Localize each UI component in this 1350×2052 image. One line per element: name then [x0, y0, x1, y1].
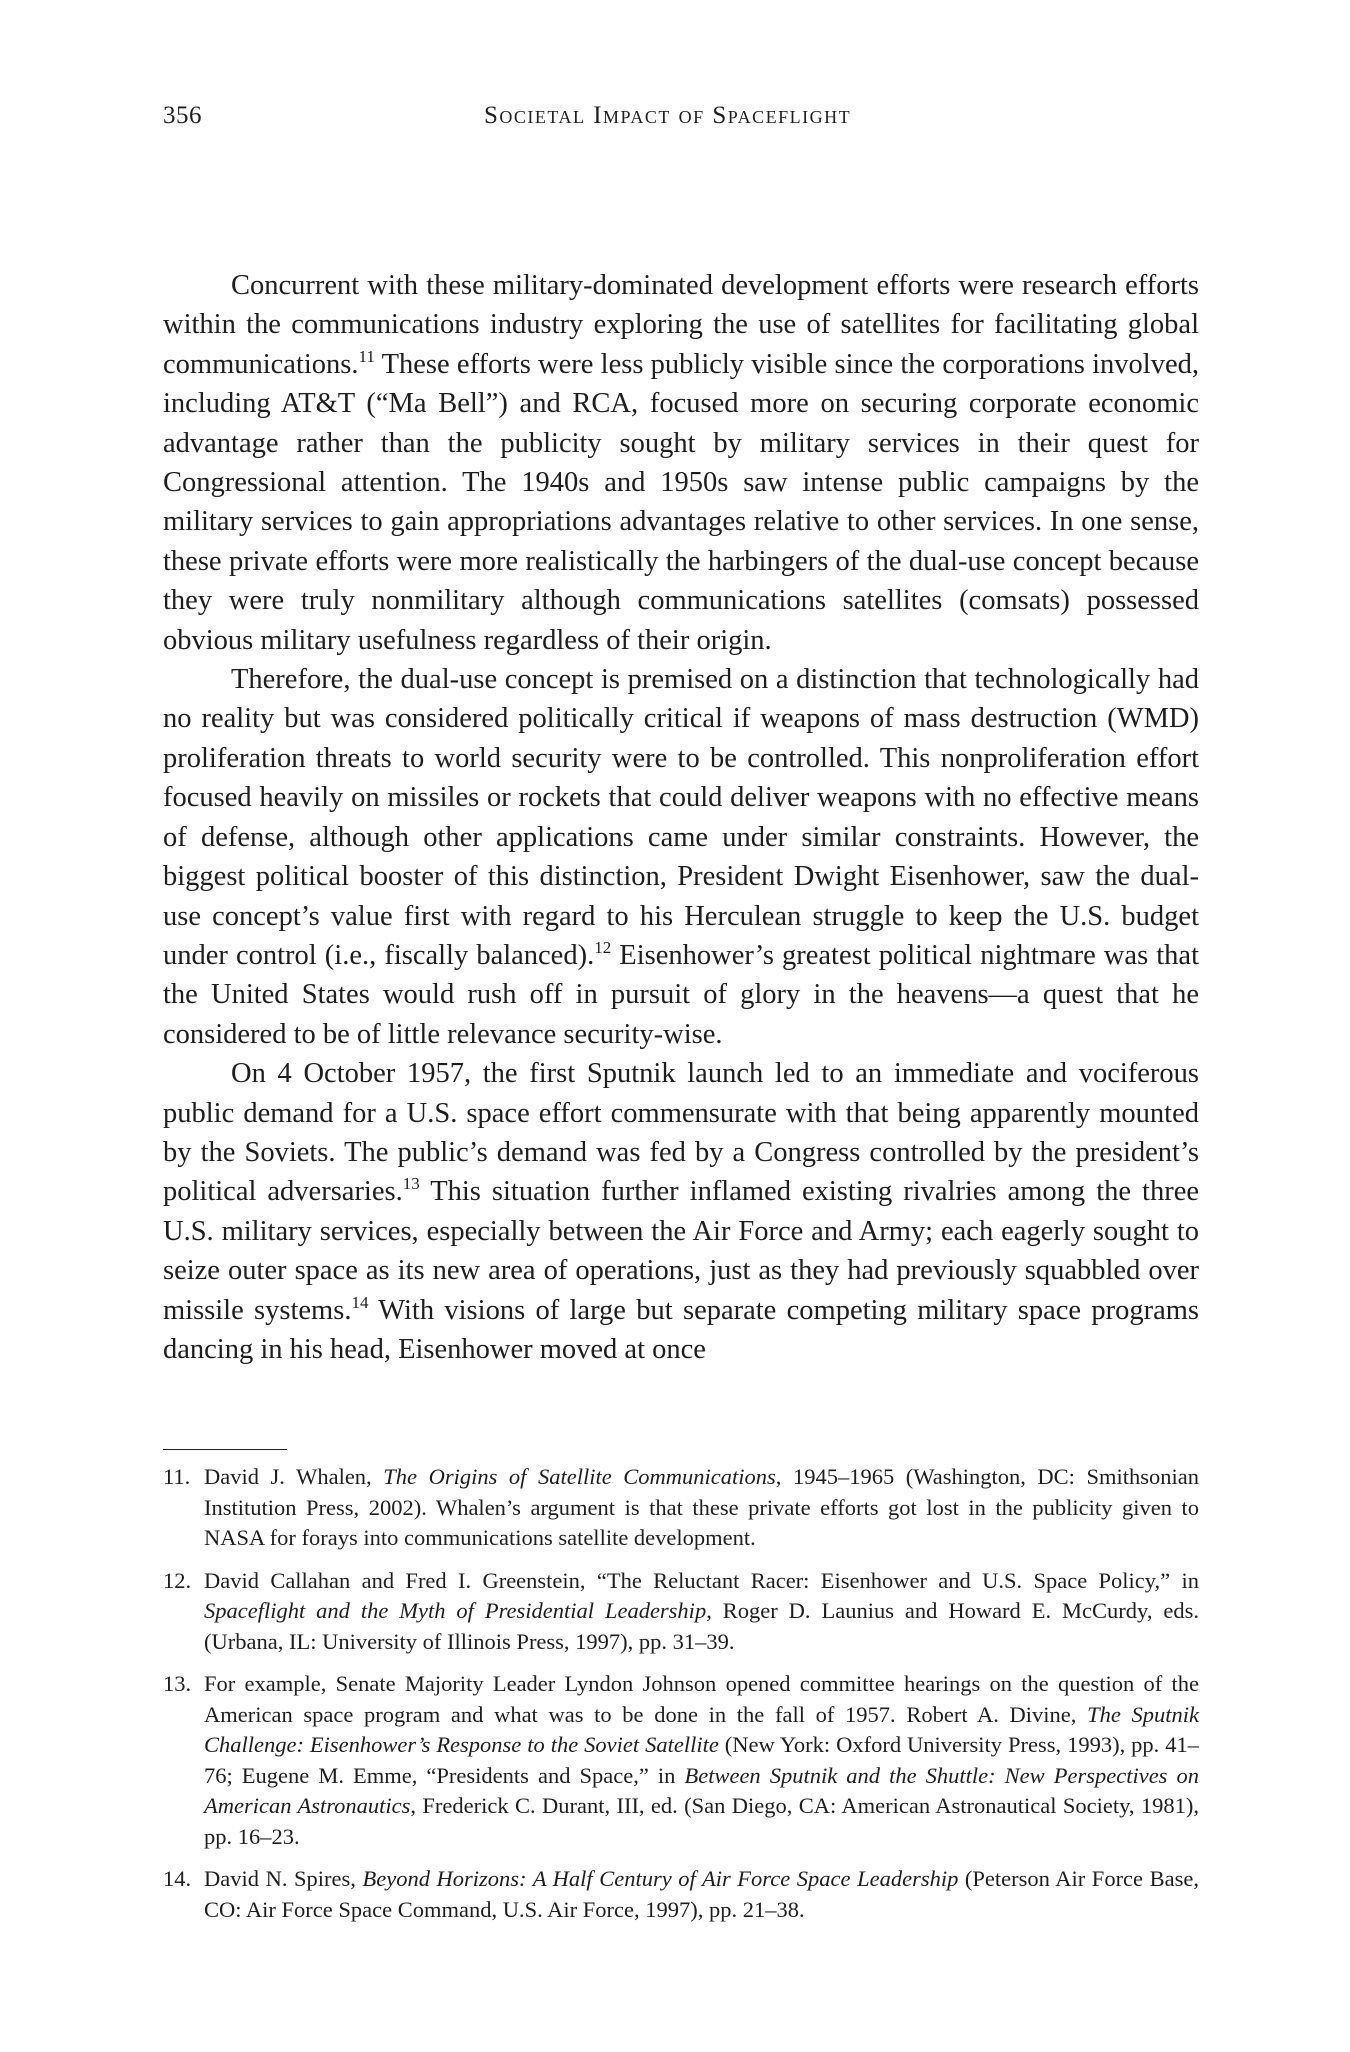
text-span: David Callahan and Fred I. Greenstein, “The Reluctant Racer: Eisenhower and U.S. Space Policy,” in	[204, 1567, 1199, 1593]
footnote-ref-14: 14	[351, 1292, 369, 1312]
body-text	[163, 266, 1199, 1369]
text-span: With visions of large but separate competing military space programs dancing in his head, Eisenhower moved at once	[163, 1294, 1200, 1365]
text-span: On 4 October 1957, the first Sputnik launch led to an immediate and vociferous public demand for a U.S. space effort commensurate with that being apparently mounted by the Soviets. The public’s demand was fed by a Congress controlled by the president’s political adversaries.	[163, 1058, 1199, 1208]
text-span: Therefore, the dual-use concept is premised on a distinction that technologically had no reality but was considered politically critical if weapons of mass destruction (WMD) proliferation threats to world security were to be controlled. This nonproliferation effort focused heavily on missiles or rockets that could deliver weapons with no effective means of defense, although other applications came under similar constraints. However, the biggest political booster of this distinction, President Dwight Eisenhower, saw the dual-use concept’s value first with regard to his Herculean struggle to keep the U.S. budget under control (i.e., fiscally balanced).	[163, 664, 1199, 971]
body-paragraph	[163, 1054, 1199, 1369]
footnote-text	[204, 1462, 1199, 1554]
footnotes	[163, 1462, 1199, 1937]
footnote-number: 11.	[163, 1464, 191, 1489]
page-number: 356	[163, 102, 202, 129]
text-span: For example, Senate Majority Leader Lyndon Johnson opened committee hearings on the question of the American space program and what was to be done in the fall of 1957. Robert A. Divine,	[204, 1671, 1199, 1727]
footnote-number: 12.	[163, 1567, 192, 1593]
text-span: , Roger D. Launius and Howard E. McCurdy, eds. (Urbana, IL: University of Illinois Press, 1997), pp. 31–39.	[204, 1598, 1199, 1654]
body-paragraph	[163, 660, 1199, 1054]
text-span: Concurrent with these military-dominated development efforts were research efforts within the communications industry exploring the use of satellites for facilitating global communications.	[163, 270, 1199, 380]
footnote-text	[204, 1566, 1199, 1658]
running-head: Societal Impact of Spaceflight	[484, 102, 852, 129]
title-italic: Beyond Horizons: A Half Century of Air Force Space Leadership	[362, 1866, 959, 1891]
body-paragraph	[163, 266, 1199, 660]
title-italic: Between Sputnik and the Shuttle: New Perspectives on American Astronautics	[204, 1762, 1199, 1818]
text-span: , 1945–1965 (Washington, DC: Smithsonian Institution Press, 2002). Whalen’s argument is that these private efforts got lost in the publicity given to NASA for forays into communications satellite development.	[204, 1464, 1199, 1550]
footnote-ref-13: 13	[402, 1174, 420, 1194]
footnote-ref-11: 11	[358, 346, 375, 366]
footnote-number: 14.	[163, 1866, 192, 1891]
footnote-text	[204, 1669, 1199, 1852]
footnote-ref-12: 12	[594, 937, 612, 957]
title-italic: The Origins of Satellite Communications	[383, 1464, 776, 1489]
text-span: Eisenhower’s greatest political nightmare was that the United States would rush off in pursuit of glory in the heavens—a quest that he considered to be of little relevance security-wise.	[163, 939, 1199, 1050]
footnote-number: 13.	[163, 1671, 192, 1696]
footnote-text	[204, 1864, 1199, 1925]
text-span: , Frederick C. Durant, III, ed. (San Diego, CA: American Astronautical Society, 1981), pp. 16–23.	[204, 1793, 1200, 1849]
text-span: (New York: Oxford University Press, 1993), pp. 41–76; Eugene M. Emme, “Presidents and Space,” in	[204, 1732, 1199, 1788]
footnote-12	[163, 1566, 1199, 1658]
text-span: This situation further inflamed existing rivalries among the three U.S. military services, especially between the Air Force and Army; each eagerly sought to seize outer space as its new area of operations, just as they had previously squabbled over missile systems.	[163, 1176, 1199, 1326]
text-span: David N. Spires,	[204, 1866, 363, 1891]
footnote-11	[163, 1462, 1199, 1554]
title-italic: The Sputnik Challenge: Eisenhower’s Response to the Soviet Satellite	[204, 1701, 1199, 1757]
footnote-rule	[163, 1449, 287, 1450]
title-italic: Spaceflight and the Myth of Presidential Leadership	[204, 1598, 707, 1623]
footnote-14	[163, 1864, 1199, 1925]
text-span: (Peterson Air Force Base, CO: Air Force Space Command, U.S. Air Force, 1997), pp. 21–38.	[204, 1866, 1199, 1922]
text-span: David J. Whalen,	[204, 1464, 384, 1489]
footnote-13	[163, 1669, 1199, 1852]
text-span: These efforts were less publicly visible since the corporations involved, including AT&T (“Ma Bell”) and RCA, focused more on securing corporate economic advantage rather than the publicity sought by military services in their quest for Congressional attention. The 1940s and 1950s saw intense public campaigns by the military services to gain appropriations advantages relative to other services. In one sense, these private efforts were more realistically the harbingers of the dual-use concept because they were truly nonmilitary although communications satellites (comsats) possessed obvious military usefulness regardless of their origin.	[163, 348, 1199, 656]
